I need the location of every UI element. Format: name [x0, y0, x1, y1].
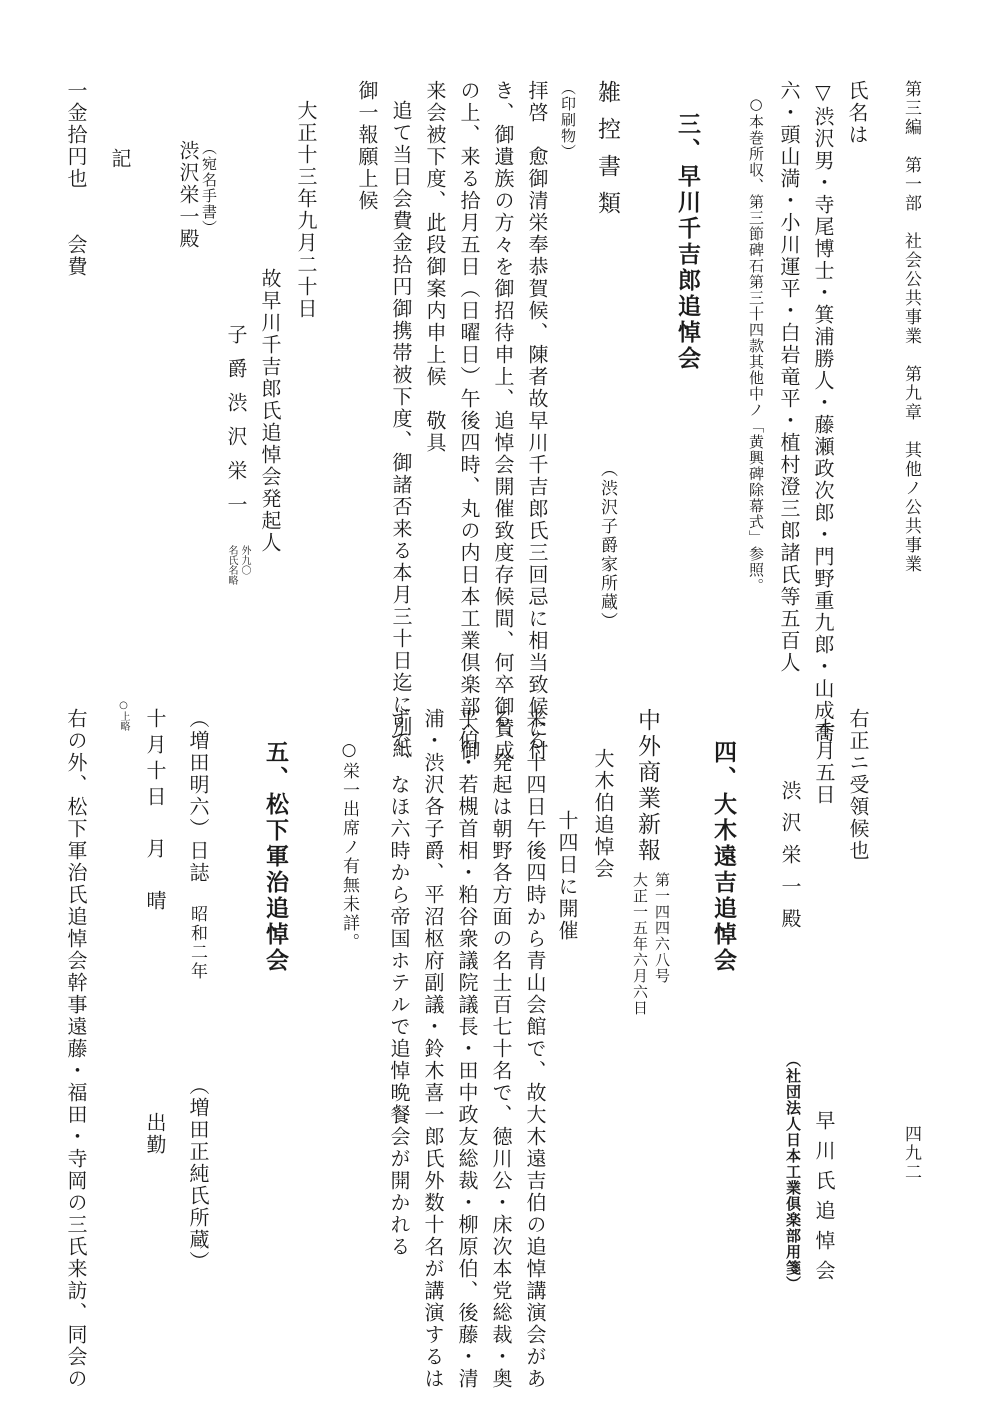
running-header: 第三編 第一部 社会公共事業 第九章 其他ノ公共事業 [901, 80, 921, 574]
article-title: 大木伯追悼会 [591, 748, 615, 880]
ki-mark: 記 [108, 148, 132, 170]
omission-mark: ○上略 [118, 700, 129, 731]
diary-date: 十月十日 月 晴 [143, 708, 167, 916]
letter-date: 大正十三年九月二十日 [294, 100, 318, 320]
addressee-note: （宛名手書） [200, 140, 218, 236]
section-heading-4: 四、大木遠吉追悼会 [710, 740, 737, 974]
letter-line-1: 拝啓 愈御清栄奉恭賀候、陳者故早川千吉郎氏三回忌に相当致候に付 [525, 80, 549, 762]
zatsu-title: 雑控書類 [594, 80, 620, 228]
receipt-addressee: 渋沢栄一殿 [778, 780, 802, 940]
article-note: ○栄一出席ノ有無未詳。 [339, 740, 359, 952]
diary-status: 出勤 [143, 1112, 167, 1156]
page-number: 四九二 [901, 1125, 921, 1182]
receipt-line-2: 十月五日 [812, 718, 836, 806]
letter-promoters: 故早川千吉郎氏追悼会発起人 [258, 268, 282, 554]
upper-line-3: 六・頭山満・小川運平・白岩竜平・植村澄三郎諸氏等五百人 [777, 80, 801, 674]
fee-line: 一金拾円也 会費 [64, 80, 88, 278]
printed-label: （印刷物） [559, 80, 577, 160]
letter-line-6: 御一報願上候 [355, 80, 379, 212]
diary-year: 昭和二年 [187, 905, 207, 981]
receipt-source: （社団法人日本工業倶楽部用箋） [784, 1052, 802, 1292]
upper-line-1: 氏名は [845, 80, 869, 146]
section-heading-5: 五、松下軍治追悼会 [262, 740, 289, 974]
letter-signer: 子爵渋沢栄一 [224, 324, 248, 528]
letter-line-3: の上、来る拾月五日（日曜日）午後四時、丸の内日本工業倶楽部へ御 [457, 80, 481, 762]
signer-note-2: 名氏名略 [226, 545, 237, 585]
signer-note-1: 外九〇 [239, 545, 250, 575]
article-line-2: る、発起は朝野各方面の名士百七十名で、徳川公・床次本党総裁・奥 [489, 708, 513, 1390]
section-heading-3: 三、早川千吉郎追悼会 [674, 112, 701, 372]
diary-title: （増田明六）日誌 [186, 708, 210, 884]
letter-line-4: 来会被下度、此段御案内申上候 敬具 [423, 80, 447, 454]
letter-line-2: き、御遺族の方々を御招待申上、追悼会開催致度存候間、何卒御賛成 [491, 80, 515, 762]
zatsu-source: （渋沢子爵家所蔵） [597, 460, 617, 631]
letter-line-5: 追て当日会費金拾円御携帯被下度、御諸否来る本月三十日迄に別紙 [389, 100, 413, 760]
newspaper-name: 中外商業新報 [634, 708, 660, 864]
receipt-line-1: 右正ニ受領候也 [846, 708, 870, 862]
article-line-3: 平伯・若槻首相・粕谷衆議院議長・田中政友総裁・柳原伯、後藤・清 [455, 708, 479, 1390]
addressee: 渋沢栄一殿 [176, 140, 200, 250]
receipt-issuer: 早川氏追悼会 [812, 1110, 836, 1290]
article-subtitle: 十四日に開催 [555, 810, 579, 942]
article-line-4: 浦・渋沢各子爵、平沼枢府副議・鈴木喜一郎氏外数十名が講演するは [421, 708, 445, 1390]
article-line-5: ずで、なほ六時から帝国ホテルで追悼晩餐会が開かれる [387, 708, 411, 1258]
diary-source: （増田正純氏所蔵） [186, 1075, 210, 1273]
upper-line-2: ▽渋沢男・寺尾博士・箕浦勝人・藤瀬政次郎・門野重九郎・山成喬 [811, 80, 835, 744]
newspaper-number: 第一四四六八号 [653, 872, 671, 984]
final-line: 右の外、松下軍治氏追悼会幹事遠藤・福田・寺岡の三氏来訪、同会の [64, 708, 88, 1390]
newspaper-date: 大正一五年六月六日 [631, 872, 649, 1016]
reference-note: ○本巻所収、第三節碑石第三十四款其他中ノ「黄興碑除幕式」参照。 [747, 95, 765, 594]
article-line-1: 来る十四日午後四時から青山会館で、故大木遠吉伯の追悼講演会があ [523, 708, 547, 1390]
